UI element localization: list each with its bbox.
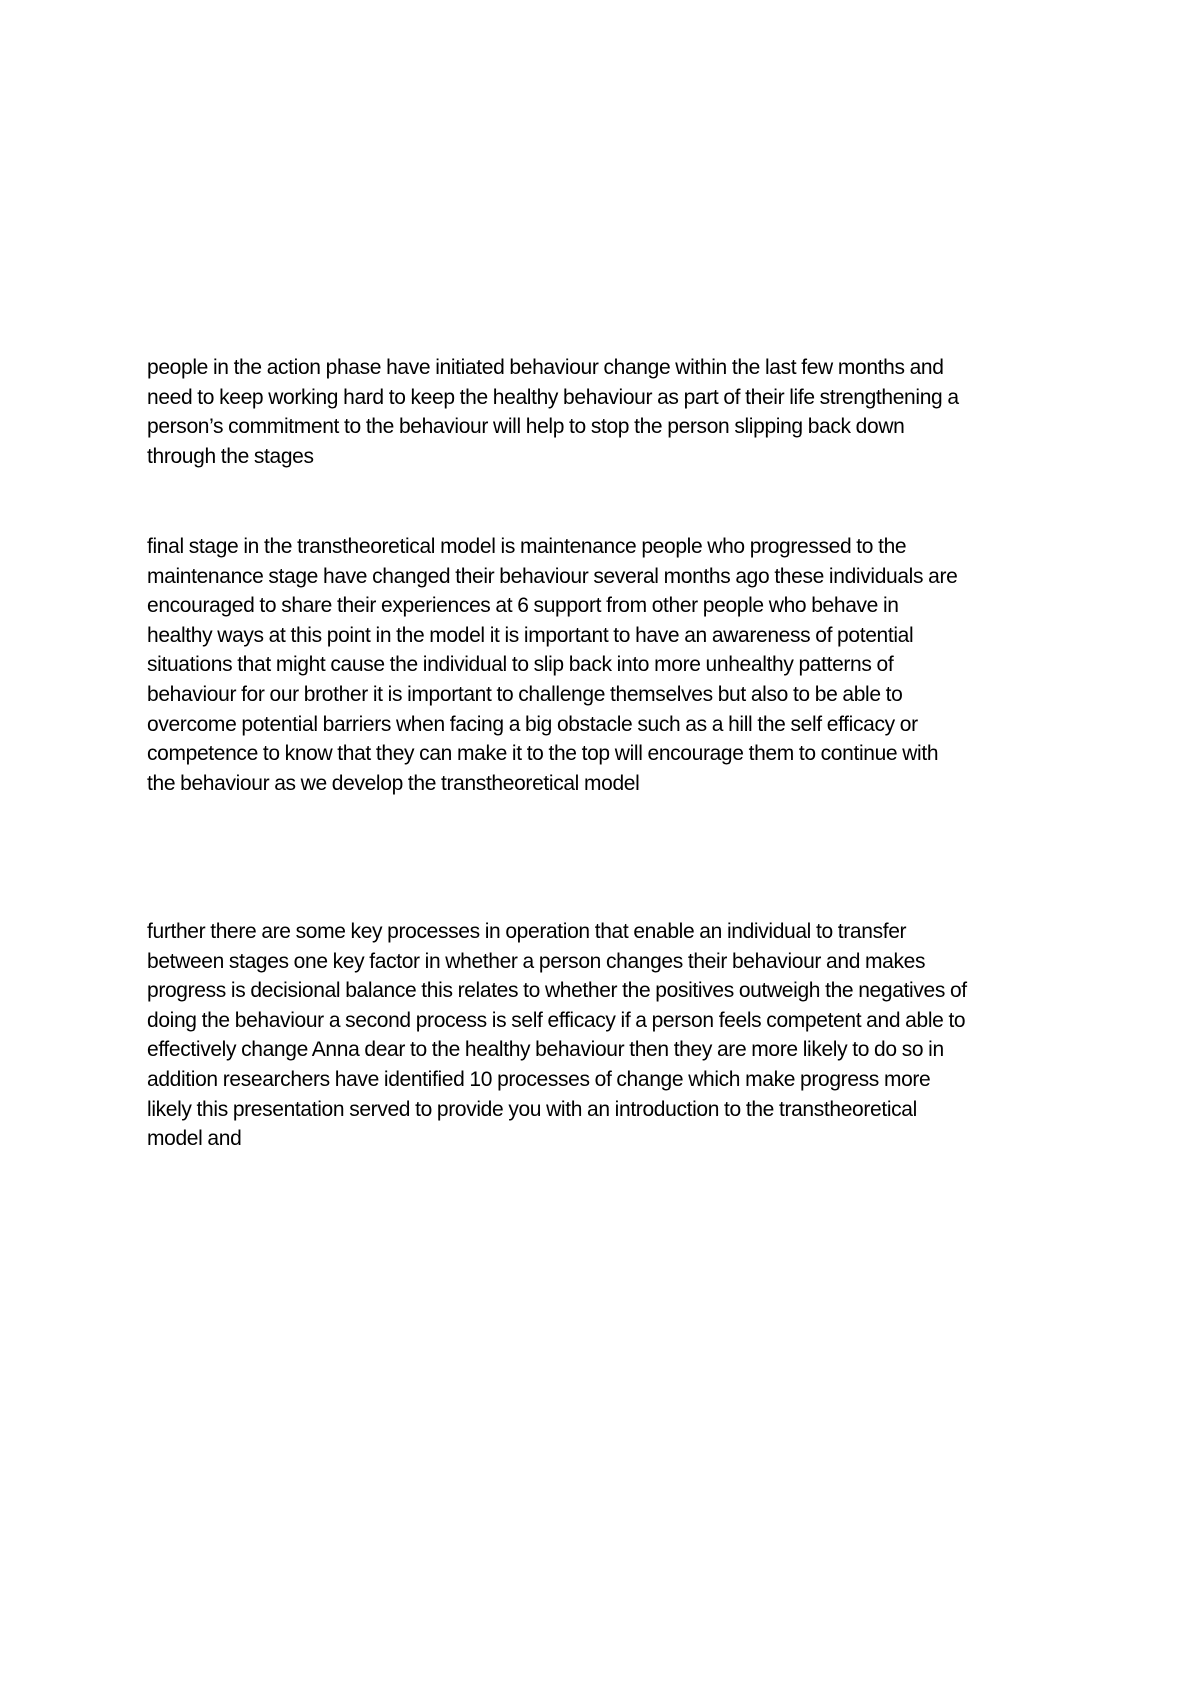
text-line: progress is decisional balance this relates to whether the positives outweigh the negatives of: [147, 979, 967, 1003]
text-line: final stage in the transtheoretical model is maintenance people who progressed to the: [147, 535, 907, 558]
text-line: addition researchers have identified 10 processes of change which make progress more: [147, 1067, 931, 1091]
text-line: healthy ways at this point in the model it is important to have an awareness of potential: [147, 623, 914, 647]
text-line: need to keep working hard to keep the healthy behaviour as part of their life strengthening a: [147, 385, 959, 409]
text-line: through the stages: [147, 444, 314, 468]
text-line: situations that might cause the individual to slip back into more unhealthy patterns of: [147, 653, 894, 677]
text-line: likely this presentation served to provide you with an introduction to the transtheoretical: [147, 1097, 917, 1121]
text-line: doing the behaviour a second process is self efficacy if a person feels competent and able to: [147, 1008, 966, 1032]
text-line: overcome potential barriers when facing a big obstacle such as a hill the self efficacy or: [147, 712, 918, 736]
text-line: the behaviour as we develop the transtheoretical model: [147, 771, 640, 795]
text-line: model and: [147, 1127, 242, 1151]
text-line: between stages one key factor in whether a person changes their behaviour and makes: [147, 949, 926, 973]
text-line: effectively change Anna dear to the healthy behaviour then they are more likely to do so in: [147, 1038, 944, 1062]
paragraph-key-processes: [147, 917, 1077, 1154]
text-line: behaviour for our brother it is important to challenge themselves but also to be able to: [147, 682, 903, 706]
paragraph-action-phase: [147, 353, 1077, 471]
text-line: competence to know that they can make it to the top will encourage them to continue with: [147, 742, 939, 766]
text-line: further there are some key processes in operation that enable an individual to transfer: [147, 920, 907, 943]
text-line: encouraged to share their experiences at 6 support from other people who behave in: [147, 594, 899, 618]
text-line: person’s commitment to the behaviour will help to stop the person slipping back down: [147, 415, 905, 439]
text-line: people in the action phase have initiated behaviour change within the last few months and: [147, 356, 944, 379]
text-line: maintenance stage have changed their behaviour several months ago these individuals are: [147, 564, 958, 588]
paragraph-maintenance-stage: [147, 532, 1077, 798]
